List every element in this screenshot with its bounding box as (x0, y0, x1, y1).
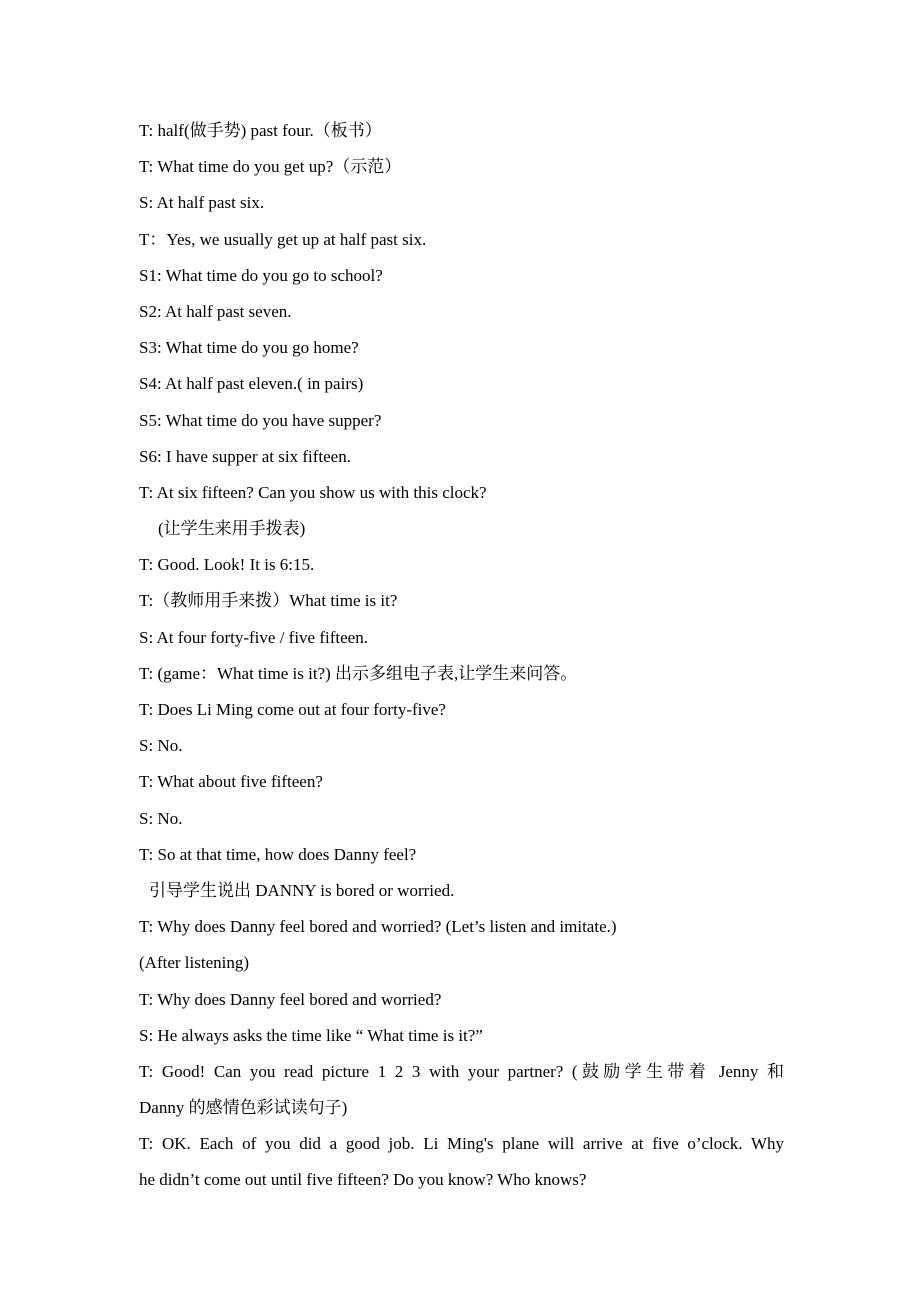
transcript-line-9: S5: What time do you have supper? (139, 410, 382, 430)
transcript-line-26: S: He always asks the time like “ What time is it?” (139, 1025, 483, 1045)
transcript-line-29: T: OK. Each of you did a good job. Li Ming's plane will arrive at five o’clock. Why (139, 1134, 784, 1154)
transcript-line-25: T: Why does Danny feel bored and worried? (139, 989, 442, 1009)
transcript-line-17: T: Does Li Ming come out at four forty-five? (139, 700, 446, 719)
transcript-line-27: T: Good! Can you read picture 1 2 3 with your partner? (鼓励学生带着 Jenny 和 (139, 1061, 784, 1081)
transcript-line-7: S3: What time do you go home? (139, 338, 359, 358)
transcript-line-14: T:（教师用手来拨）What time is it? (139, 591, 398, 611)
lesson-transcript (139, 113, 784, 1199)
transcript-line-23: T: Why does Danny feel bored and worried? (Let’s listen and imitate.) (139, 917, 617, 937)
transcript-line-21: T: So at that time, how does Danny feel? (139, 844, 417, 864)
transcript-line-8: S4: At half past eleven.( in pairs) (139, 374, 364, 394)
transcript-line-16: T: (game：What time is it?) 出示多组电子表,让学生来问答。 (139, 663, 578, 683)
transcript-line-18: S: No. (139, 736, 183, 756)
transcript-line-2: T: What time do you get up?（示范） (139, 157, 402, 177)
transcript-line-19: T: What about five fifteen? (139, 772, 323, 792)
transcript-line-20: S: No. (139, 808, 183, 828)
transcript-line-6: S2: At half past seven. (139, 301, 292, 321)
transcript-line-4: T：Yes, we usually get up at half past six. (139, 229, 427, 249)
transcript-line-11: T: At six fifteen? Can you show us with this clock? (139, 482, 487, 502)
transcript-line-10: S6: I have supper at six fifteen. (139, 446, 351, 466)
transcript-line-22: 引导学生说出 DANNY is bored or worried. (149, 880, 455, 900)
transcript-line-28: Danny 的感情色彩试读句子) (139, 1098, 348, 1118)
transcript-line-1: T: half(做手势) past four.（板书） (139, 121, 382, 140)
transcript-line-13: T: Good. Look! It is 6:15. (139, 555, 315, 575)
transcript-line-15: S: At four forty-five / five fifteen. (139, 627, 368, 647)
transcript-line-30: he didn’t come out until five fifteen? Do you know? Who knows? (139, 1170, 587, 1190)
transcript-line-24: (After listening) (139, 953, 249, 973)
transcript-line-12: (让学生来用手拨表) (158, 519, 306, 539)
transcript-line-5: S1: What time do you go to school? (139, 265, 383, 285)
transcript-line-3: S: At half past six. (139, 193, 265, 213)
